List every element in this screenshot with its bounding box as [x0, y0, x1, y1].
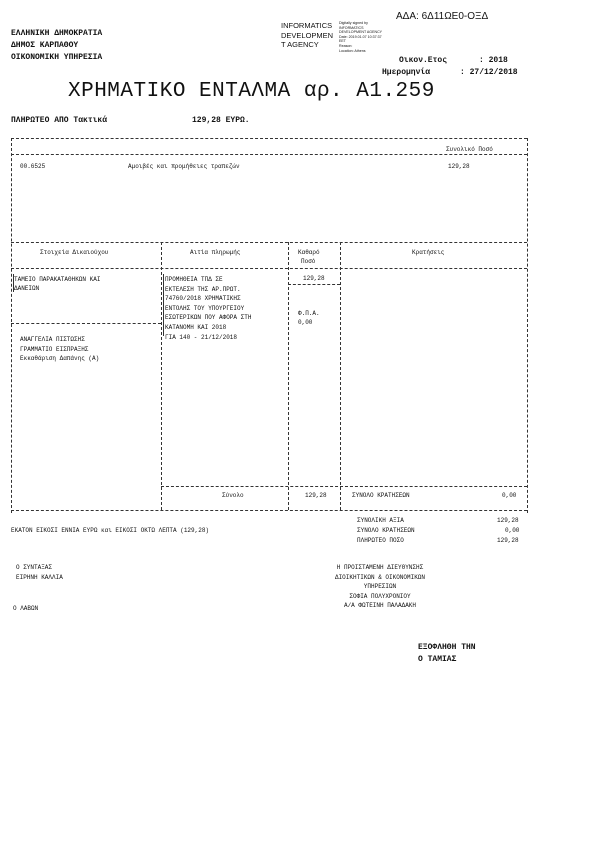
signature-line: Date: 2019.01.07 10:37:37 — [339, 34, 382, 39]
summary-payable-value: 129,28 — [497, 537, 519, 544]
header-department: ΟΙΚΟΝΟΜΙΚΗ ΥΠΗΡΕΣΙΑ — [11, 53, 103, 62]
vat-label: Φ.Π.Α. — [298, 310, 320, 317]
summary-total-label: ΣΥΝΟΛΙΚΗ ΑΞΙΑ — [357, 517, 404, 524]
head-line: ΥΠΗΡΕΣΙΩΝ — [363, 583, 397, 591]
reason-line: 74760/2018 ΧΡΗΜΑΤΙΚΗΣ — [165, 295, 241, 303]
composer-role: Ο ΣΥΝΤΑΞΑΣ — [16, 564, 53, 571]
amount-in-words: ΕΚΑΤΟΝ ΕΙΚΟΣΙ ΕΝΝΙΑ ΕΥΡΩ και ΕΙΚΟΣΙ ΟΚΤΩ ΛΕΠΤΑ (129,28) — [11, 527, 210, 534]
composer-signature — [16, 563, 63, 583]
header-municipality: ΔΗΜΟΣ ΚΑΡΠΑΘΟΥ — [11, 41, 79, 50]
header-country: ΕΛΛΗΝΙΚΗ ΔΗΜΟΚΡΑΤΙΑ — [11, 29, 103, 38]
payment-reason — [165, 275, 251, 342]
head-line: Α/Α ΦΩΤΕΙΝΗ ΠΑΛΑΔΑΚΗ — [343, 602, 416, 610]
head-line: ΔΙΟΙΚΗΤΙΚΩΝ & ΟΙΚΟΝΟΜΙΚΩΝ — [334, 573, 425, 581]
col-net-amount-2: Ποσό — [301, 258, 316, 265]
composer-name: ΕΙΡΗΝΗ ΚΑΛΛΙΑ — [16, 574, 63, 581]
reason-line: ΓΙΑ 140 - 21/12/2018 — [165, 333, 238, 341]
receiver-label: Ο ΛΑΒΩΝ — [13, 605, 39, 612]
summary-deductions-value: 0,00 — [505, 527, 520, 534]
reason-line: ΠΡΟΜΗΘΕΙΑ ΤΠΔ ΣΕ — [165, 276, 223, 283]
attachment-item: Εκκαθάριση Δαπάνης (Α) — [20, 355, 100, 362]
logo-line: DEVELOPMEN — [281, 30, 334, 40]
col-net-amount: Καθαρό — [298, 249, 320, 256]
sum-amount: 129,28 — [305, 492, 327, 499]
summary-payable-label: ΠΛΗΡΩΤΕΟ ΠΟΣΟ — [357, 537, 404, 544]
expense-description: Αμοιβές και προμήθειες τραπεζών — [128, 163, 240, 170]
head-signature — [296, 563, 464, 611]
head-line: ΣΟΦΙΑ ΠΟΛΥΧΡΟΝΙΟΥ — [349, 592, 411, 600]
signature-line: INFORMATICS — [339, 25, 364, 30]
total-amount-header: Συνολικό Ποσό — [446, 146, 493, 153]
beneficiary-line: ΔΑΝΕΙΩΝ — [14, 285, 40, 292]
col-deductions: Κρατήσεις — [412, 249, 445, 256]
signature-line: EET — [339, 39, 346, 44]
fiscal-year-label: Οικον.Ετος — [399, 56, 448, 65]
reason-line: ΚΑΤΑΝΟΜΗ ΚΑΙ 2018 — [165, 323, 227, 331]
attachment-item: ΓΡΑΜΜΑΤΙΟ ΕΙΣΠΡΑΞΗΣ — [20, 345, 89, 353]
expense-code: 00.6525 — [20, 163, 46, 170]
summary-total-value: 129,28 — [497, 517, 519, 524]
date-label: Ημερομηνία — [382, 68, 431, 77]
logo-line: INFORMATICS — [281, 21, 333, 30]
sum-label: Σύνολο — [222, 492, 244, 499]
signer-logo — [281, 21, 333, 50]
net-amount: 129,28 — [303, 275, 325, 282]
head-line: Η ΠΡΟΙΣΤΑΜΕΝΗ ΔΙΕΥΘΥΝΣΗΣ — [336, 564, 424, 571]
reason-line: ΕΝΤΟΛΗΣ ΤΟΥ ΥΠΟΥΡΓΕΙΟΥ — [165, 304, 245, 312]
total-deductions-value: 0,00 — [502, 492, 517, 499]
page-title: ΧΡΗΜΑΤΙΚΟ ΕΝΤΑΛΜΑ αρ. Α1.259 — [68, 80, 435, 103]
cashier-block — [418, 642, 476, 666]
signature-line: Reason: — [339, 43, 353, 48]
signature-line: DEVELOPMENT AGENCY — [339, 30, 383, 35]
ada-number: ΑΔΑ: 6Δ11ΩΕ0-ΟΞΔ — [396, 11, 489, 22]
attachments — [20, 335, 99, 364]
fiscal-year-value: : 2018 — [479, 56, 508, 65]
attachment-item: ΑΝΑΓΓΕΛΙΑ ΠΙΣΤΩΣΗΣ — [20, 336, 85, 343]
cashier-paid-label: ΕΞΟΦΛΗΘΗ ΤΗΝ — [418, 643, 476, 652]
signature-line: Location: Athens — [339, 48, 366, 53]
reason-line: ΕΣΩΤΕΡΙΚΩΝ ΠΟΥ ΑΦΟΡΑ ΣΤΗ — [165, 314, 252, 322]
signature-line: Digitally signed by — [339, 21, 368, 25]
total-deductions-label: ΣΥΝΟΛΟ ΚΡΑΤΗΣΕΩΝ — [352, 492, 410, 499]
expense-amount: 129,28 — [448, 163, 470, 170]
date-value: : 27/12/2018 — [460, 68, 518, 77]
payable-label: ΠΛΗΡΩΤΕΟ ΑΠΟ Τακτικά — [11, 116, 108, 125]
beneficiary-line: ΤΑΜΕΙΟ ΠΑΡΑΚΑΤΑΘΗΚΩΝ ΚΑΙ — [14, 276, 101, 283]
reason-line: ΕΚΤΕΛΕΣΗ ΤΗΣ ΑΡ.ΠΡΩΤ. — [165, 285, 241, 293]
payable-amount: 129,28 ΕΥΡΩ. — [192, 116, 250, 125]
logo-line: T AGENCY — [281, 40, 319, 49]
col-beneficiary: Στοιχεία Δικαιούχου — [40, 249, 109, 256]
cashier-role: Ο ΤΑΜΙΑΣ — [418, 655, 457, 664]
col-payment-reason: Αιτία πληρωμής — [190, 249, 241, 256]
summary-deductions-label: ΣΥΝΟΛΟ ΚΡΑΤΗΣΕΩΝ — [357, 527, 415, 534]
vat-value: 0,00 — [298, 319, 313, 326]
digital-signature-block — [339, 21, 382, 53]
beneficiary — [14, 275, 100, 293]
